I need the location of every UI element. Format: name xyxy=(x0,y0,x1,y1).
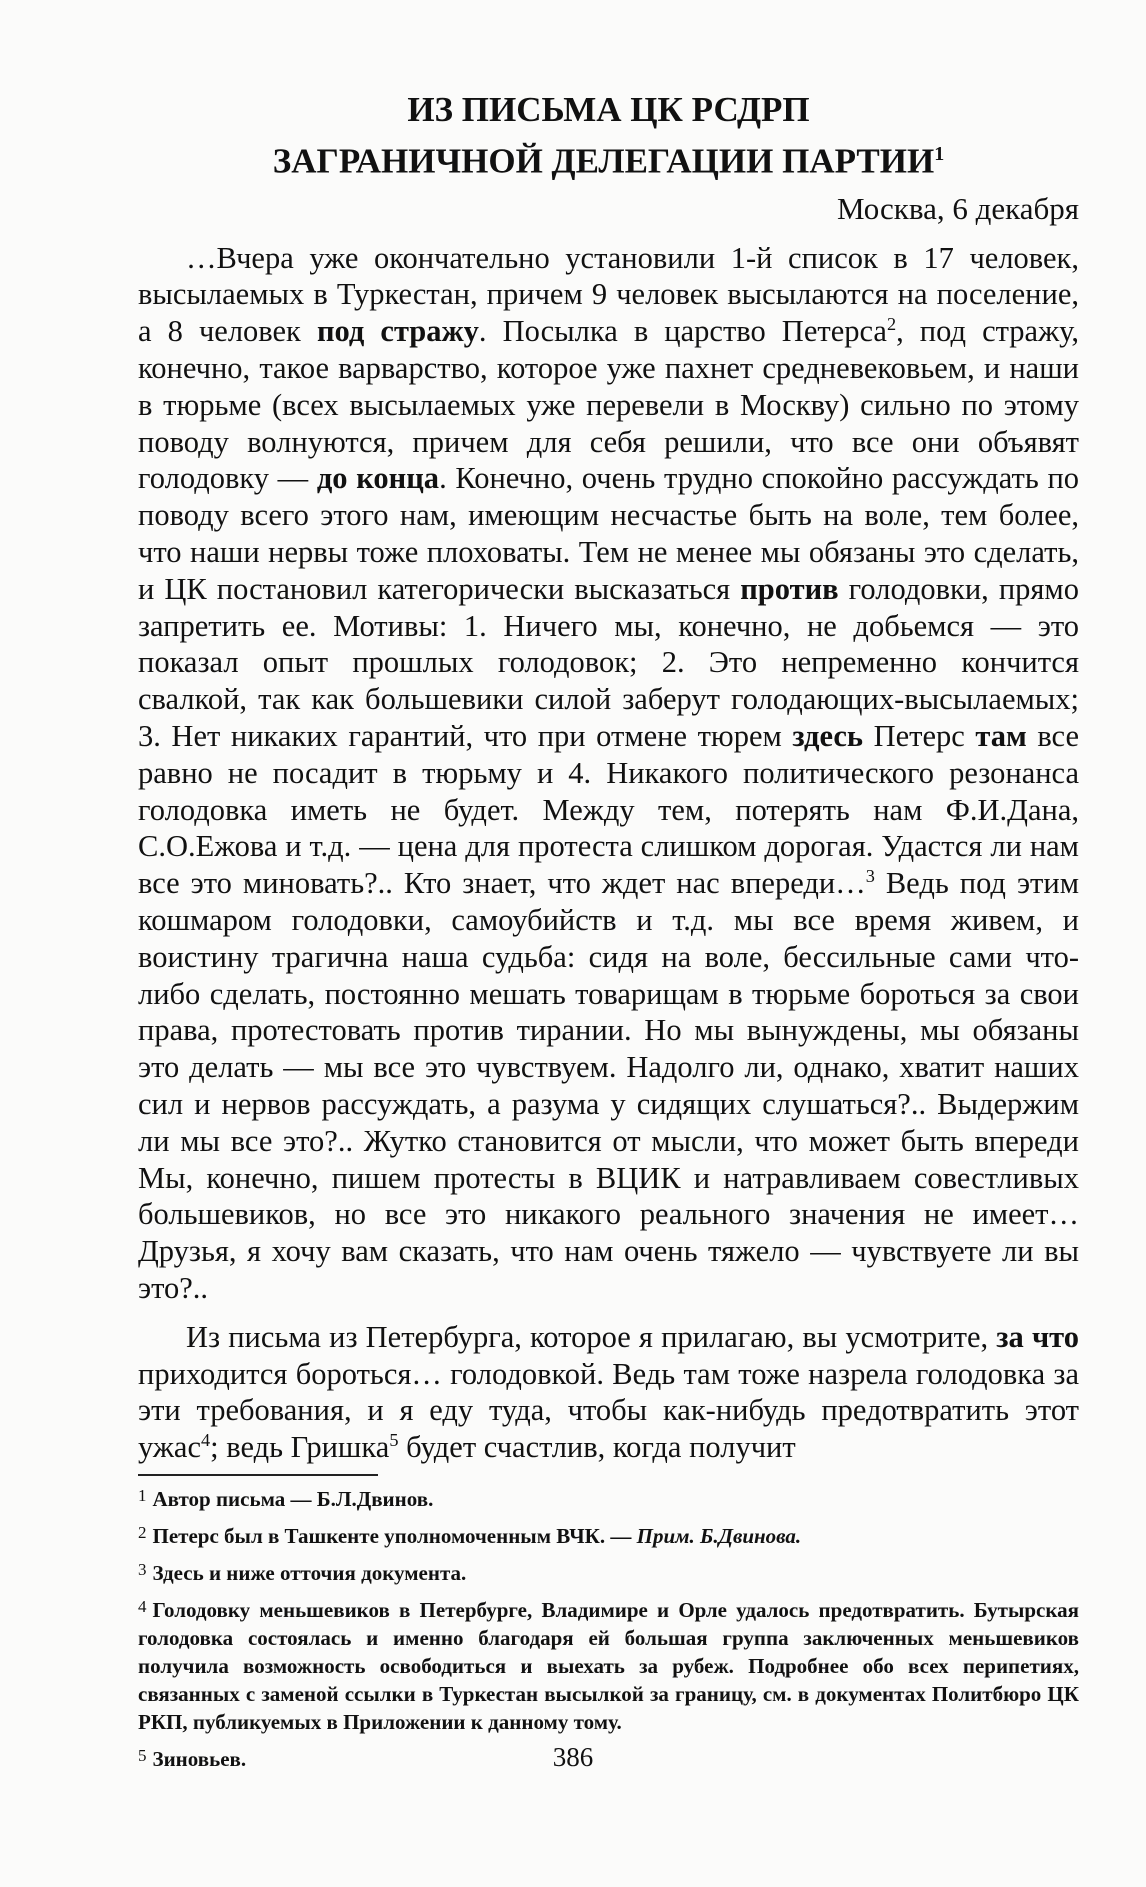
footnote-text: Зиновьев. xyxy=(152,1746,247,1771)
footnote-divider xyxy=(138,1474,378,1476)
footnote-text: Автор письма — Б.Л.Двинов. xyxy=(152,1486,434,1511)
document-title xyxy=(138,88,1079,184)
p1-text: Ведь под этим кошмаром голодовки, самоубийств и т.д. мы все время живем, и воистину трагична наша судьба: сидя на воле, бессильные сами что-либо сделать, постоянно мешать товарищам в тюрьме бороться за свои права, протестовать против тирании. Но мы вынуждены, мы обязаны это делать — мы все это чувствуем. Надолго ли, однако, хватит наших сил и нервов рассуждать, а разума у сидящих слушаться?.. Выдержим ли мы все это?.. Жутко становится от мысли, что может быть впереди Мы, конечно, пишем протесты в ВЦИК и натравливаем совестливых большевиков, но все это никакого реального значения не имеет… Друзья, я хочу вам сказать, что нам очень тяжело — чувствуете ли вы это?.. xyxy=(138,866,1079,1305)
p2-text: ; ведь Гришка xyxy=(210,1430,390,1465)
footnote-1 xyxy=(138,1482,1079,1513)
dateline: Москва, 6 декабря xyxy=(836,190,1079,226)
footnote-ref-3: 3 xyxy=(865,866,875,887)
p1-text: Петерс xyxy=(863,719,976,754)
p1-text: . Конечно, очень трудно спокойно рассуждать по поводу всего этого нам, имеющим несчастье быть на воле, тем более, что наши нервы тоже плоховаты. Тем не менее мы обязаны это сделать, и ЦК постановил категорически высказаться xyxy=(138,461,1080,606)
letter-paragraph-2 xyxy=(138,1319,1079,1466)
title-line-1: ИЗ ПИСЬМА ЦК РСДРП xyxy=(407,90,810,129)
title-line-2: ЗАГРАНИЧНОЙ ДЕЛЕГАЦИИ ПАРТИИ xyxy=(272,141,935,181)
p1-text: …Вчера уже окончательно установили 1-й список в 17 человек, высылаемых в Туркестан, причем 9 человек высылаются на поселение, а 8 человек xyxy=(138,240,1079,349)
footnote-ref-5: 5 xyxy=(389,1430,399,1450)
footnote-number: 4 xyxy=(138,1596,147,1616)
p1-emphasis: под стражу xyxy=(316,314,479,349)
footnote-text: Голодовку меньшевиков в Петербурге, Владимире и Орле удалось предотвратить. Бутырская голодовка состоялась и именно благодаря ей большая группа заключенных меньшевиков получила возможность освободиться и выехать за рубеж. Подробнее обо всех перипетиях, связанных с заменой ссылки в Туркестан высылкой за границу, см. в документах Политбюро ЦК РКП, публикуемых в Приложении к данному тому. xyxy=(138,1597,1079,1734)
p2-text: Из письма из Петербурга, которое я прилагаю, вы усмотрите, xyxy=(186,1319,997,1354)
letter-paragraph-1 xyxy=(138,240,1079,1307)
footnote-text: Здесь и ниже отточия документа. xyxy=(152,1560,467,1585)
p2-text: приходится бороться… голодовкой. Ведь там тоже назрела голодовка за эти требования, и я еду туда, чтобы как-нибудь предотвратить этот ужас xyxy=(138,1356,1079,1465)
page-content xyxy=(138,88,1079,1773)
footnotes xyxy=(138,1482,1079,1773)
footnote-2 xyxy=(138,1519,1079,1550)
footnote-4 xyxy=(138,1593,1079,1736)
p2-text: будет счастлив, когда получит xyxy=(398,1430,796,1465)
p1-text: , под стражу, конечно, такое варварство, которое уже пахнет средневековьем, и наши в тюрьме (всех высылаемых уже перевели в Москву) сильно по этому поводу волнуются, причем для себя решили, что все они объявят голодовку — xyxy=(138,314,1079,496)
footnote-3 xyxy=(138,1556,1079,1587)
footnote-number: 5 xyxy=(138,1745,147,1765)
p1-emphasis: до конца xyxy=(316,461,440,496)
footnote-ref-4: 4 xyxy=(201,1430,211,1450)
page-number: 386 xyxy=(552,1742,594,1772)
footnote-number: 2 xyxy=(138,1522,147,1542)
footnote-italic-note: Прим. Б.Двинова. xyxy=(636,1523,802,1548)
p2-emphasis: за что xyxy=(996,1319,1079,1354)
footnote-text: Петерс был в Ташкенте уполномоченным ВЧК. — xyxy=(152,1523,637,1548)
p1-emphasis: против xyxy=(740,571,839,606)
p1-emphasis: там xyxy=(975,719,1027,754)
p1-text: все равно не посадит в тюрьму и 4. Никакого политического резонанса голодовка иметь не будет. Между тем, потерять нам Ф.И.Дана, С.О.Ежова и т.д. — цена для протеста слишком дорогая. Удастся ли нам все это миновать?.. Кто знает, что ждет нас впереди… xyxy=(138,719,1080,901)
footnote-number: 1 xyxy=(138,1485,147,1505)
footnote-number: 3 xyxy=(138,1559,147,1579)
p1-text: голодовки, прямо запретить ее. Мотивы: 1. Ничего мы, конечно, не добьемся — это показал опыт прошлых голодовок; 2. Это непременно кончится свалкой, так как большевики силой заберут голодающих-высылаемых; 3. Нет никаких гарантий, что при отмене тюрем xyxy=(138,571,1079,754)
title-footnote-ref: 1 xyxy=(934,143,945,165)
footnote-ref-2: 2 xyxy=(886,314,897,335)
p1-emphasis: здесь xyxy=(792,719,864,754)
p1-text: . Посылка в царство Петерса xyxy=(478,314,887,349)
